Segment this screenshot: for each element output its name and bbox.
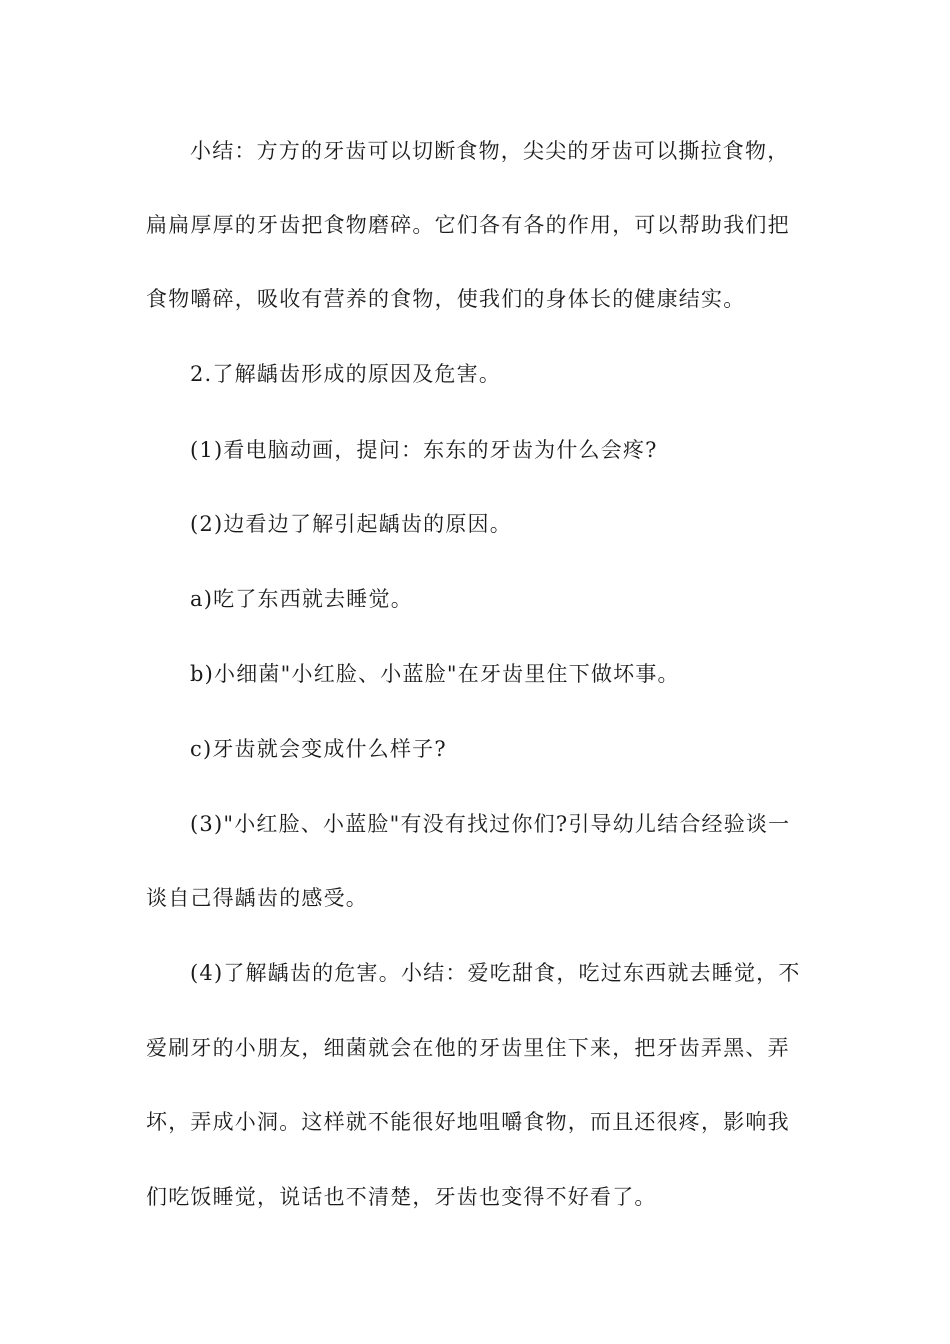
summary-line-1: 小结：方方的牙齿可以切断食物，尖尖的牙齿可以撕拉食物， — [190, 139, 790, 163]
step-3-line-1: (3)"小红脸、小蓝脸"有没有找过你们?引导幼儿结合经验谈一 — [190, 812, 791, 836]
section-heading: 2.了解龋齿形成的原因及危害。 — [190, 362, 502, 386]
step-3-line-2: 谈自己得龋齿的感受。 — [146, 886, 368, 910]
step-1-line: (1)看电脑动画，提问：东东的牙齿为什么会疼? — [190, 438, 658, 462]
cause-c-line: c)牙齿就会变成什么样子? — [190, 737, 447, 761]
summary-line-3: 食物嚼碎，吸收有营养的食物，使我们的身体长的健康结实。 — [146, 287, 746, 311]
cause-a-line: a)吃了东西就去睡觉。 — [190, 587, 413, 611]
step-4-line-2: 爱刷牙的小朋友，细菌就会在他的牙齿里住下来，把牙齿弄黑、弄 — [146, 1036, 790, 1060]
cause-b-line: b)小细菌"小红脸、小蓝脸"在牙齿里住下做坏事。 — [190, 662, 680, 686]
step-2-line: (2)边看边了解引起龋齿的原因。 — [190, 512, 512, 536]
summary-line-2: 扁扁厚厚的牙齿把食物磨碎。它们各有各的作用，可以帮助我们把 — [146, 213, 790, 237]
step-4-line-1: (4)了解龋齿的危害。小结：爱吃甜食，吃过东西就去睡觉，不 — [190, 961, 801, 985]
step-4-line-4: 们吃饭睡觉，说话也不清楚，牙齿也变得不好看了。 — [146, 1185, 657, 1209]
step-4-line-3: 坏，弄成小洞。这样就不能很好地咀嚼食物，而且还很疼，影响我 — [146, 1110, 790, 1134]
